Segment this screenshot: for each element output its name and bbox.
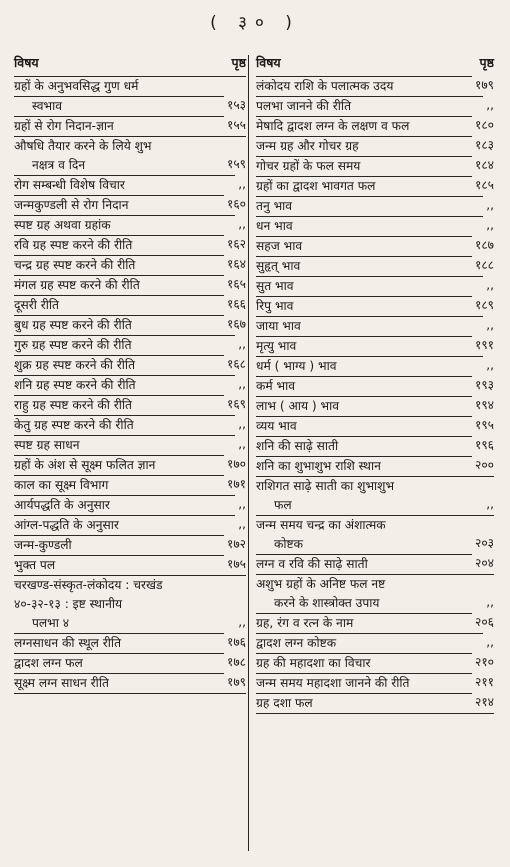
entry-title: राशिगत साढ़े साती का शुभाशुभ <box>256 479 395 493</box>
toc-entry <box>256 397 494 417</box>
entry-title: स्वभाव <box>32 99 63 113</box>
entry-page: १७० <box>224 455 246 474</box>
entry-page: २०४ <box>472 554 494 573</box>
entry-page: १६९ <box>224 395 246 414</box>
entry-title: नक्षत्र व दिन <box>32 158 86 172</box>
entry-title: ग्रहों से रोग निदान-ज्ञान <box>14 119 114 133</box>
toc-entry <box>256 357 494 377</box>
subject-heading: विषय <box>256 55 281 70</box>
toc-entry <box>14 674 246 694</box>
entry-title: कोष्टक <box>274 537 303 551</box>
toc-entry <box>256 457 494 477</box>
toc-entry <box>256 575 494 614</box>
column-header <box>256 52 494 77</box>
entry-title: ग्रह, रंग व रत्न के नाम <box>256 616 354 630</box>
column-divider <box>248 55 249 851</box>
page-number: ( ३० ) <box>210 13 300 33</box>
toc-entry <box>14 117 246 137</box>
entry-page: १६० <box>224 195 246 214</box>
toc-entry <box>256 477 494 516</box>
toc-entry <box>256 694 494 714</box>
toc-entry <box>256 237 494 257</box>
toc-entry <box>14 236 246 256</box>
entry-title: आर्यपद्धति के अनुसार <box>14 498 110 512</box>
entry-page: २०६ <box>472 613 494 632</box>
entry-title: भुक्त पल <box>14 558 56 572</box>
entry-page: २१४ <box>472 693 494 712</box>
entry-title: जन्म समय चन्द्र का अंशात्मक <box>256 518 386 532</box>
toc-column-right <box>256 52 494 714</box>
entry-title: सहज भाव <box>256 239 303 253</box>
toc-entry <box>256 117 494 137</box>
toc-entry <box>14 634 246 654</box>
page-heading: पृष्ठ <box>231 55 246 70</box>
entry-title: शनि ग्रह स्पष्ट करने की रीति <box>14 378 136 392</box>
toc-entry <box>14 336 246 356</box>
entry-page: १६८ <box>224 355 246 374</box>
entry-title: कर्म भाव <box>256 379 296 393</box>
toc-column-left <box>14 52 246 694</box>
entry-page: ,, <box>235 435 246 454</box>
toc-entry <box>14 536 246 556</box>
entry-title: शनि की साढ़े साती <box>256 439 339 453</box>
entry-title: ग्रहों के अंश से सूक्ष्म फलित ज्ञान <box>14 458 156 472</box>
entry-page: ,, <box>483 495 494 514</box>
entry-page: १७८ <box>224 653 246 672</box>
page-heading: पृष्ठ <box>479 55 494 70</box>
entry-page: १५३ <box>224 96 246 115</box>
entry-title: केतु ग्रह स्पष्ट करने की रीति <box>14 418 134 432</box>
entry-page: १७१ <box>224 475 246 494</box>
entry-page: ,, <box>483 196 494 215</box>
entry-title: धर्म ( भाग्य ) भाव <box>256 359 337 373</box>
entry-page: ,, <box>235 415 246 434</box>
toc-entry <box>14 256 246 276</box>
toc-entry <box>256 516 494 555</box>
entry-title: लंकोदय राशि के पलात्मक उदय <box>256 79 394 93</box>
entry-title: सुहृत् भाव <box>256 259 301 273</box>
entry-page: १९५ <box>472 416 494 435</box>
toc-entry <box>14 516 246 536</box>
toc-entry <box>256 177 494 197</box>
toc-entry <box>14 376 246 396</box>
entry-page: ,, <box>235 215 246 234</box>
entry-title: पलभा जानने की रीति <box>256 99 352 113</box>
toc-entry <box>256 437 494 457</box>
entry-title: ४०-३२-१३ : इष्ट स्थानीय <box>14 597 123 611</box>
entry-page: १६४ <box>224 255 246 274</box>
toc-entry <box>14 176 246 196</box>
toc-entry <box>256 197 494 217</box>
entry-page: ,, <box>235 495 246 514</box>
entry-page: १७६ <box>224 633 246 652</box>
entry-title: लग्नसाधन की स्थूल रीति <box>14 636 122 650</box>
toc-entry <box>256 377 494 397</box>
toc-entry <box>256 337 494 357</box>
toc-entry <box>256 77 494 97</box>
toc-entry <box>14 556 246 576</box>
toc-entry <box>256 217 494 237</box>
entry-title: आंग्ल-पद्धति के अनुसार <box>14 518 119 532</box>
entry-page: १८९ <box>472 296 494 315</box>
entry-title: करने के शास्त्रोक्त उपाय <box>274 596 380 610</box>
entry-page: १६५ <box>224 275 246 294</box>
entry-title: ग्रहों के अनुभवसिद्ध गुण धर्म <box>14 79 139 93</box>
entry-page: १८५ <box>472 176 494 195</box>
entry-title: धन भाव <box>256 219 293 233</box>
entry-title: ग्रह दशा फल <box>256 696 313 710</box>
entry-page: ,, <box>235 375 246 394</box>
entry-title: गुरु ग्रह स्पष्ट करने की रीति <box>14 338 132 352</box>
entry-title: मेषादि द्वादश लग्न के लक्षण व फल <box>256 119 410 133</box>
entry-page: १८८ <box>472 256 494 275</box>
toc-entry <box>256 157 494 177</box>
entry-title: द्वादश लग्न कोष्टक <box>256 636 337 650</box>
entry-title: लाभ ( आय ) भाव <box>256 399 340 413</box>
toc-entries <box>256 77 494 714</box>
entry-title: जन्मकुण्डली से रोग निदान <box>14 198 129 212</box>
entry-title: जन्म-कुण्डली <box>14 538 72 552</box>
entry-page: ,, <box>483 356 494 375</box>
toc-entry <box>14 576 246 634</box>
entry-title: बुध ग्रह स्पष्ट करने की रीति <box>14 318 132 332</box>
entry-title: द्वादश लग्न फल <box>14 656 83 670</box>
entry-page: १७२ <box>224 535 246 554</box>
entry-page: १९३ <box>472 376 494 395</box>
entry-title: जन्म समय महादशा जानने की रीति <box>256 676 410 690</box>
toc-entry <box>256 634 494 654</box>
entry-title: चन्द्र ग्रह स्पष्ट करने की रीति <box>14 258 136 272</box>
entry-page: २१० <box>472 653 494 672</box>
subject-heading: विषय <box>14 55 39 70</box>
toc-entry <box>14 316 246 336</box>
entry-title: काल का सूक्ष्म विभाग <box>14 478 109 492</box>
entry-title: पलभा ४ <box>32 616 70 630</box>
entry-title: तनु भाव <box>256 199 293 213</box>
toc-entry <box>256 257 494 277</box>
entry-page: १९४ <box>472 396 494 415</box>
entry-page: १५५ <box>224 116 246 135</box>
entry-title: दूसरी रीति <box>14 298 59 312</box>
entry-title: रवि ग्रह स्पष्ट करने की रीति <box>14 238 133 252</box>
toc-entry <box>256 555 494 575</box>
toc-entry <box>256 297 494 317</box>
entry-title: शुक्र ग्रह स्पष्ट करने की रीति <box>14 358 136 372</box>
toc-entry <box>14 496 246 516</box>
toc-entry <box>14 436 246 456</box>
toc-entry <box>14 416 246 436</box>
toc-entry <box>14 196 246 216</box>
entry-title: रोग सम्बन्धी विशेष विचार <box>14 178 125 192</box>
entry-title: सुत भाव <box>256 279 294 293</box>
toc-entry <box>14 216 246 236</box>
entry-page: १८३ <box>472 136 494 155</box>
toc-entry <box>14 396 246 416</box>
entry-page: १७९ <box>472 76 494 95</box>
toc-entry <box>14 476 246 496</box>
entry-title: चरखण्ड-संस्कृत-लंकोदय : चरखंड <box>14 578 163 592</box>
entry-page: २११ <box>472 673 494 692</box>
entry-page: १५९ <box>224 155 246 174</box>
entry-page: १८७ <box>472 236 494 255</box>
toc-entry <box>14 356 246 376</box>
entry-page: ,, <box>235 613 246 632</box>
entry-page: ,, <box>235 515 246 534</box>
entry-title: स्पष्ट ग्रह अथवा ग्रहांक <box>14 218 111 232</box>
entry-title: राहु ग्रह स्पष्ट करने की रीति <box>14 398 132 412</box>
toc-entry <box>14 137 246 176</box>
entry-page: १८४ <box>472 156 494 175</box>
entry-title: ग्रह की महादशा का विचार <box>256 656 371 670</box>
toc-entry <box>256 277 494 297</box>
entry-title: मृत्यु भाव <box>256 339 297 353</box>
entry-page: १६२ <box>224 235 246 254</box>
toc-entries <box>14 77 246 694</box>
toc-entry <box>256 614 494 634</box>
entry-page: ,, <box>235 335 246 354</box>
entry-page: ,, <box>483 276 494 295</box>
column-header <box>14 52 246 77</box>
entry-page: ,, <box>483 316 494 335</box>
entry-page: १९१ <box>472 336 494 355</box>
toc-entry <box>256 674 494 694</box>
toc-entry <box>14 276 246 296</box>
entry-page: १९६ <box>472 436 494 455</box>
entry-page: २०० <box>472 456 494 475</box>
entry-page: १८० <box>472 116 494 135</box>
toc-entry <box>14 654 246 674</box>
entry-title: गोचर ग्रहों के फल समय <box>256 159 361 173</box>
toc-entry <box>14 97 246 117</box>
entry-page: १६६ <box>224 295 246 314</box>
entry-page: १७९ <box>224 673 246 692</box>
toc-entry <box>256 317 494 337</box>
entry-page: ,, <box>235 175 246 194</box>
toc-entry <box>256 137 494 157</box>
entry-title: शनि का शुभाशुभ राशि स्थान <box>256 459 381 473</box>
entry-page: ,, <box>483 633 494 652</box>
entry-title: फल <box>274 498 292 512</box>
entry-page: ,, <box>483 593 494 612</box>
toc-entry <box>256 97 494 117</box>
entry-title: रिपु भाव <box>256 299 294 313</box>
toc-entry <box>14 296 246 316</box>
entry-title: स्पष्ट ग्रह साधन <box>14 438 80 452</box>
entry-page: १६७ <box>224 315 246 334</box>
entry-title: व्यय भाव <box>256 419 297 433</box>
entry-page: २०३ <box>472 534 494 553</box>
entry-title: लग्न व रवि की साढ़े साती <box>256 557 368 571</box>
entry-title: जाया भाव <box>256 319 301 333</box>
entry-title: औषधि तैयार करने के लिये शुभ <box>14 139 152 153</box>
entry-title: ग्रहों का द्वादश भावगत फल <box>256 179 376 193</box>
toc-entry <box>14 456 246 476</box>
entry-page: ,, <box>483 96 494 115</box>
entry-title: जन्म ग्रह और गोचर ग्रह <box>256 139 359 153</box>
entry-title: अशुभ ग्रहों के अनिष्ट फल नष्ट <box>256 577 386 591</box>
entry-page: १७५ <box>224 555 246 574</box>
entry-title: सूक्ष्म लग्न साधन रीति <box>14 676 109 690</box>
toc-entry <box>14 77 246 97</box>
entry-page: ,, <box>483 216 494 235</box>
toc-entry <box>256 417 494 437</box>
toc-entry <box>256 654 494 674</box>
entry-title: मंगल ग्रह स्पष्ट करने की रीति <box>14 278 140 292</box>
